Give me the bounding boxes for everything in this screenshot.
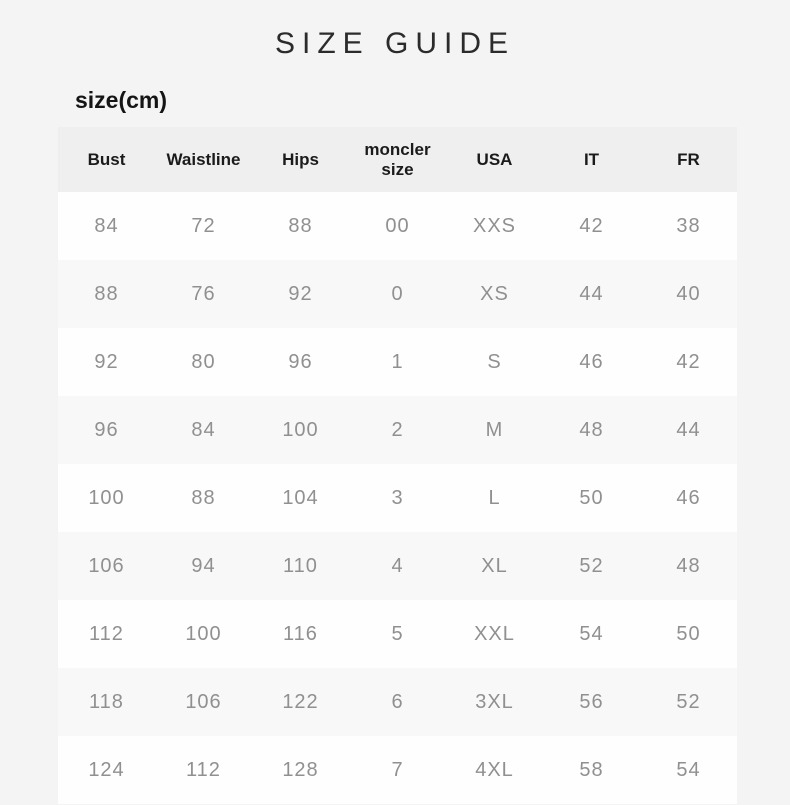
table-cell: XS (480, 282, 509, 305)
page-title: SIZE GUIDE (274, 27, 516, 60)
table-cell: 38 (676, 214, 701, 237)
table-cell: 48 (579, 418, 604, 441)
unit-label: size(cm) (75, 87, 168, 113)
table-cell: 122 (282, 690, 319, 713)
column-header: FR (677, 149, 700, 169)
table-row (58, 736, 737, 804)
table-cell: 54 (676, 758, 701, 781)
table-cell: 52 (579, 554, 604, 577)
table-cell: 116 (283, 622, 318, 645)
table-cell: 54 (579, 622, 604, 645)
table-cell: 124 (88, 758, 125, 781)
table-cell: 58 (579, 758, 604, 781)
table-cell: 106 (88, 554, 125, 577)
table-header (58, 127, 737, 192)
table-cell: 42 (676, 350, 701, 373)
column-header: Bust (87, 149, 126, 169)
column-header: IT (583, 149, 600, 169)
table-row (58, 396, 737, 464)
table-cell: 46 (579, 350, 604, 373)
table-cell: 5 (391, 622, 404, 645)
table-cell: 3XL (475, 690, 514, 713)
table-cell: 128 (282, 758, 319, 781)
header-row (58, 127, 737, 192)
table-cell: 1 (391, 350, 404, 373)
table-cell: 92 (288, 282, 313, 305)
table-row (58, 668, 737, 736)
table-cell: L (488, 486, 501, 509)
table-cell: XXS (472, 214, 517, 237)
table-cell: 118 (89, 690, 124, 713)
table-cell: 56 (579, 690, 604, 713)
table-cell: 6 (391, 690, 404, 713)
table-cell: M (485, 418, 504, 441)
table-cell: 80 (191, 350, 216, 373)
table-cell: 46 (676, 486, 701, 509)
table-cell: 44 (579, 282, 604, 305)
table-cell: 92 (94, 350, 119, 373)
table-cell: 100 (88, 486, 125, 509)
table-cell: 3 (391, 486, 404, 509)
table-cell: 7 (391, 758, 404, 781)
table-row (58, 260, 737, 328)
column-header: moncler size (364, 139, 431, 179)
table-cell: 0 (391, 282, 404, 305)
table-cell: 106 (185, 690, 222, 713)
table-cell: 88 (191, 486, 216, 509)
table-cell: 100 (282, 418, 319, 441)
table-cell: XXL (474, 622, 515, 645)
table-cell: 104 (282, 486, 319, 509)
column-header: USA (476, 149, 513, 169)
table-row (58, 192, 737, 260)
table-cell: 110 (283, 554, 318, 577)
table-cell: 84 (94, 214, 119, 237)
table-cell: 96 (94, 418, 119, 441)
table-cell: 50 (579, 486, 604, 509)
table-cell: 72 (191, 214, 216, 237)
table-cell: 88 (288, 214, 313, 237)
table-cell: 112 (89, 622, 124, 645)
table-row (58, 532, 737, 600)
table-cell: 84 (191, 418, 216, 441)
table-cell: 50 (676, 622, 701, 645)
table-row (58, 328, 737, 396)
table-cell: 94 (191, 554, 216, 577)
column-header: Waistline (166, 149, 241, 169)
table-row (58, 464, 737, 532)
table-cell: 48 (676, 554, 701, 577)
table-body (58, 192, 737, 804)
size-guide-table (58, 127, 737, 804)
table-cell: 00 (385, 214, 410, 237)
table-cell: 4XL (475, 758, 514, 781)
table-cell: 76 (191, 282, 216, 305)
table-cell: 100 (185, 622, 222, 645)
table-cell: 52 (676, 690, 701, 713)
table-cell: 88 (94, 282, 119, 305)
table-cell: 40 (676, 282, 701, 305)
column-header: Hips (282, 149, 319, 169)
table-cell: 96 (288, 350, 313, 373)
table-cell: XL (481, 554, 508, 577)
table-cell: 2 (391, 418, 404, 441)
table-row (58, 600, 737, 668)
table-cell: 44 (676, 418, 701, 441)
table-cell: 42 (579, 214, 604, 237)
table-cell: 4 (391, 554, 404, 577)
table-cell: 112 (186, 758, 221, 781)
table-cell: S (487, 350, 502, 373)
